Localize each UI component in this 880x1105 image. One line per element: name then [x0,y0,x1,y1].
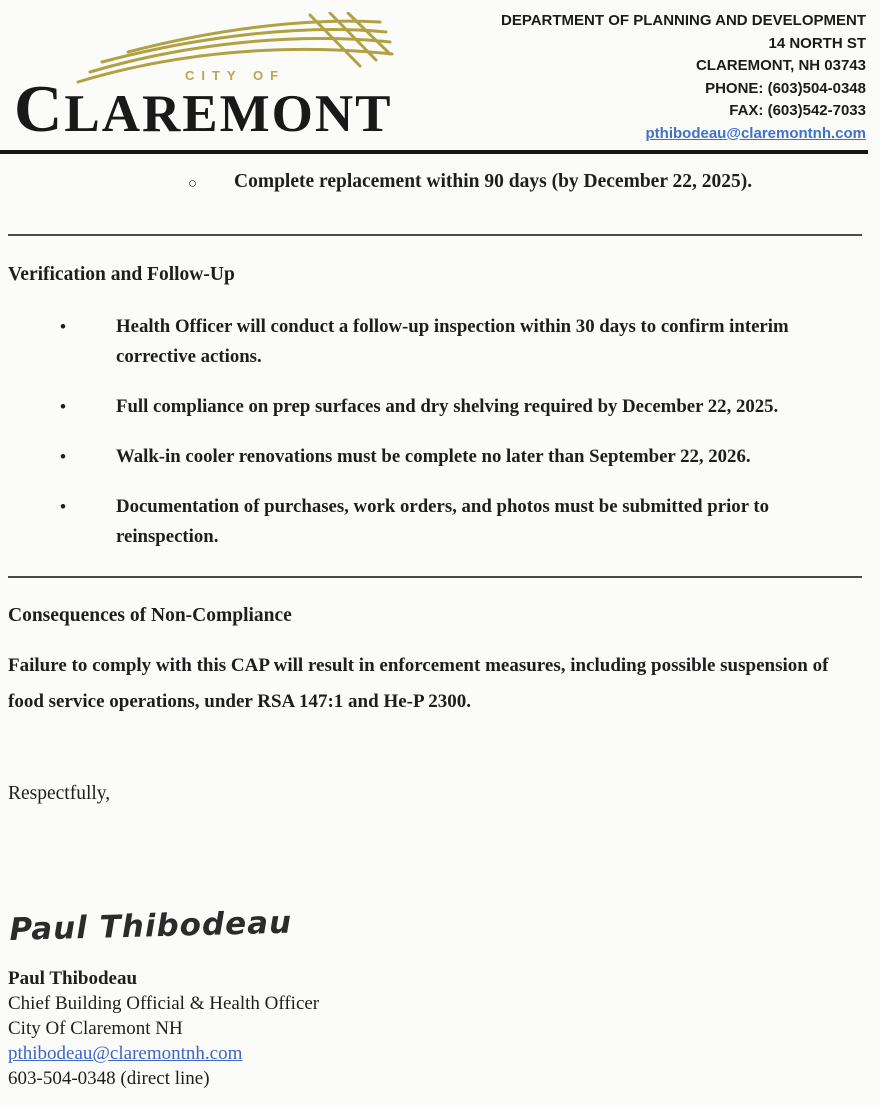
consequences-heading: Consequences of Non-Compliance [8,605,292,626]
address-line-1: 14 NORTH ST [768,34,866,52]
logo-city-of-label: CITY OF [184,68,286,83]
disc-bullet-marker: • [60,397,66,416]
handwritten-signature: Paul Thibodeau [9,904,293,948]
disc-bullet-marker: • [60,317,66,336]
fax-line: FAX: (603)542-7033 [729,102,866,119]
verification-heading: Verification and Follow-Up [8,264,235,285]
closing-salutation: Respectfully, [8,783,111,804]
department-name: DEPARTMENT OF PLANNING AND DEVELOPMENT [500,12,866,29]
bullet-item [60,492,872,552]
signature-email-link[interactable]: pthibodeau@claremontnh.com [8,1043,243,1064]
bullet-text: Health Officer will conduct a follow-up inspection within 30 days to confirm interim corrective actions. [116,316,789,367]
bullet-text: Walk-in cooler renovations must be complete no later than September 22, 2026. [116,446,751,467]
address-line-2: CLAREMONT, NH 03743 [695,57,866,74]
logo-wordmark-rest: LAREMONT [64,85,393,143]
city-logo [12,4,402,150]
verification-bullet-list [60,312,872,572]
bullet-text: Documentation of purchases, work orders, and photos must be submitted prior to reinspection. [116,496,770,547]
disc-bullet-marker: • [60,447,66,466]
letterhead-contact-block [501,10,866,145]
signer-org: City Of Claremont NH [8,1018,183,1039]
bullet-text: Full compliance on prep surfaces and dry shelving required by December 22, 2025. [116,396,779,417]
bullet-item [60,392,872,422]
phone-line: PHONE: (603)504-0348 [705,79,866,97]
signer-phone: 603-504-0348 (direct line) [8,1068,210,1089]
section-divider-1 [8,234,862,236]
signer-title: Chief Building Official & Health Officer [8,993,320,1014]
letterhead-divider [0,150,868,154]
top-bullet-text: Complete replacement within 90 days (by December 22, 2025). [234,171,753,192]
section-divider-2 [8,576,862,578]
logo-wordmark-initial: C [14,72,65,146]
circle-bullet-marker: ○ [188,176,198,192]
bullet-item [60,442,872,472]
consequences-paragraph: Failure to comply with this CAP will result in enforcement measures, including possible suspension of food service operations, under RSA 147:1 and He-P 2300. [8,655,829,712]
header-email-link[interactable]: pthibodeau@claremontnh.com [645,124,866,142]
top-bullet-item [188,168,848,198]
signature-block [8,966,319,1091]
signer-name: Paul Thibodeau [8,968,138,989]
disc-bullet-marker: • [60,497,66,516]
bullet-item [60,312,872,372]
